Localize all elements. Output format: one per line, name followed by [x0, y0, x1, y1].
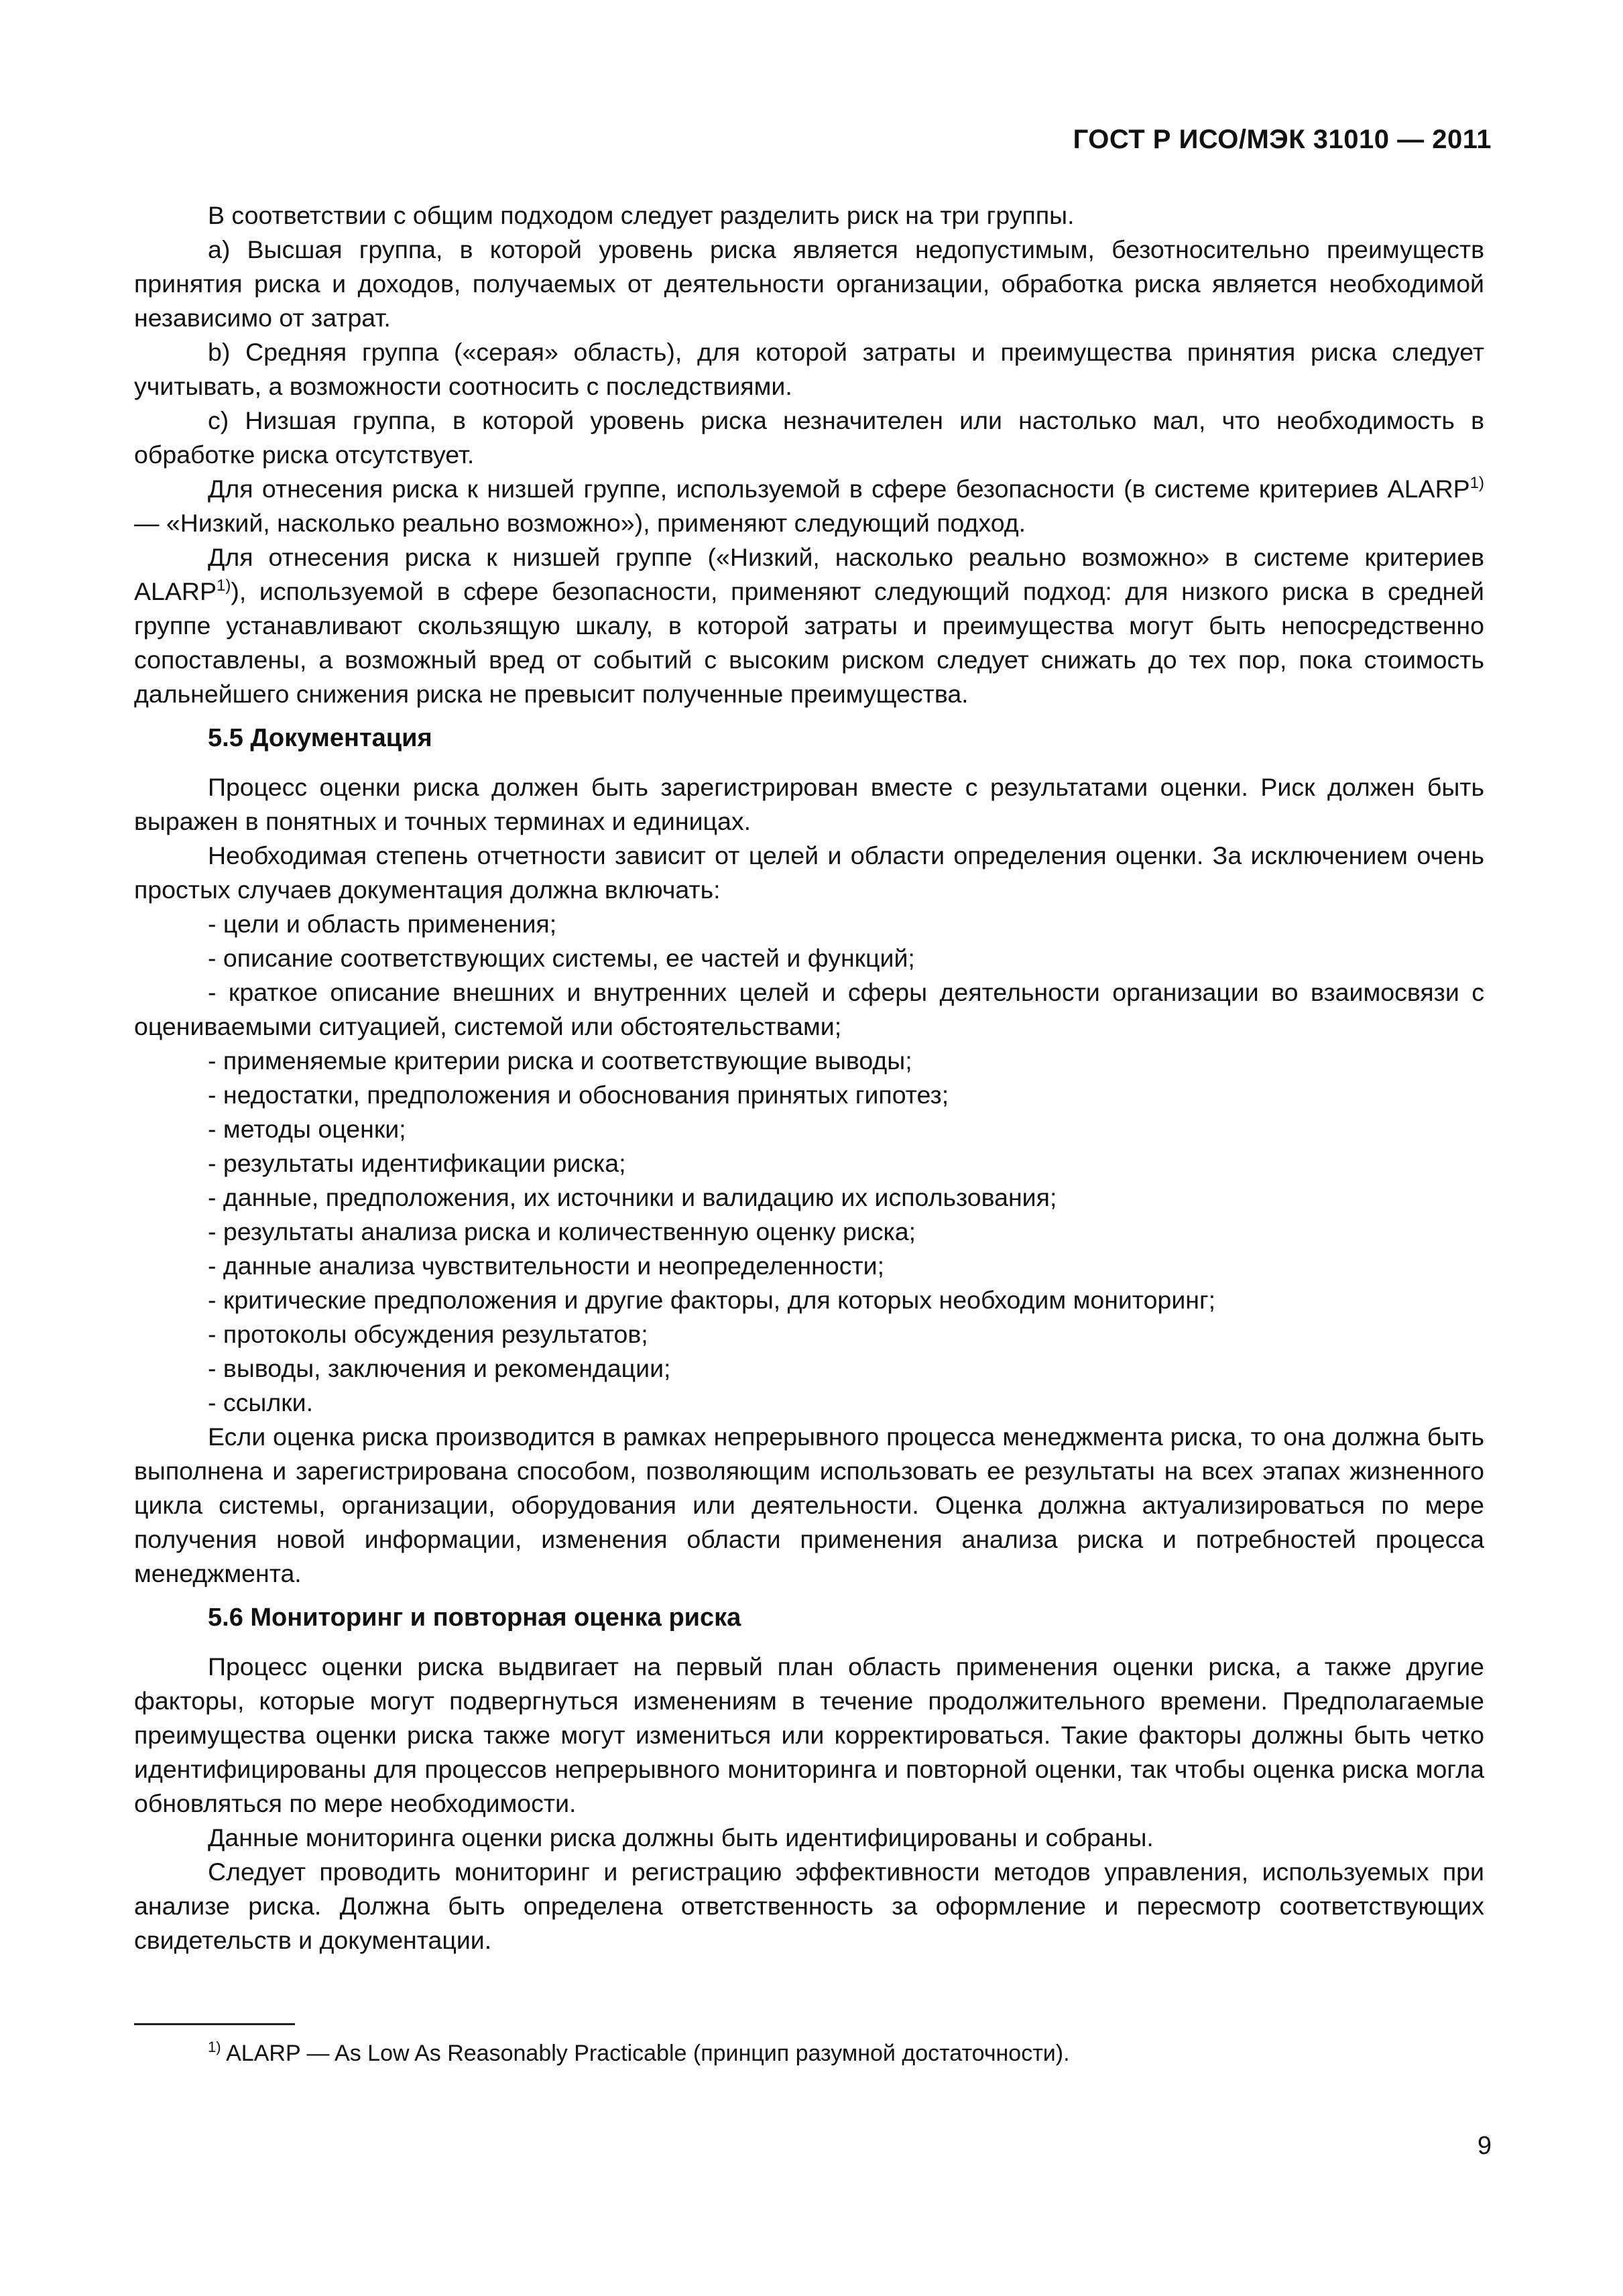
list-item: - краткое описание внешних и внутренних целей и сферы деятельности организации во взаимосвязи с оцениваемыми ситуацией, системой или обстоятельствами;: [134, 978, 1484, 1040]
list-item: - данные анализа чувствительности и неопределенности;: [208, 1252, 885, 1280]
list-item: - результаты анализа риска и количественную оценку риска;: [208, 1217, 916, 1246]
paragraph: В соответствии с общим подходом следует разделить риск на три группы.: [208, 201, 1075, 229]
page-number: 9: [1477, 2132, 1492, 2160]
paragraph-group-c: c) Низшая группа, в которой уровень риска незначителен или настолько мал, что необходимость в обработке риска отсутствует.: [134, 406, 1484, 469]
paragraph-group-a: a) Высшая группа, в которой уровень риска является недопустимым, безотносительно преимуществ принятия риска и доходов, получаемых от деятельности организации, обработка риска является необходимой независимо от затрат.: [134, 235, 1484, 332]
paragraph: Данные мониторинга оценки риска должны быть идентифицированы и собраны.: [208, 1823, 1154, 1852]
body-text: [134, 198, 1484, 1957]
footnote: [208, 2038, 1347, 2069]
paragraph: Необходимая степень отчетности зависит от целей и области определения оценки. За исключением очень простых случаев документация должна включать:: [134, 841, 1484, 904]
standard-header: ГОСТ Р ИСО/МЭК 31010 — 2011: [1073, 125, 1492, 154]
footnote-divider: [134, 2023, 295, 2025]
paragraph: Если оценка риска производится в рамках непрерывного процесса менеджмента риска, то она должна быть выполнена и зарегистрирована способом, позволяющим использовать ее результаты на всех этапах жизненного цикла системы, организации, оборудования или деятельности. Оценка должна актуализироваться по мере получения новой информации, изменения области применения анализа риска и потребностей процесса менеджмента.: [134, 1423, 1484, 1587]
list-item: - критические предположения и другие факторы, для которых необходим мониторинг;: [208, 1286, 1216, 1314]
list-item: - недостатки, предположения и обоснования принятых гипотез;: [208, 1081, 949, 1109]
paragraph: Следует проводить мониторинг и регистрацию эффективности методов управления, используемых при анализе риска. Должна быть определена ответственность за оформление и пересмотр соответствующих свидетельств и документации.: [134, 1858, 1484, 1954]
paragraph: Процесс оценки риска должен быть зарегистрирован вместе с результатами оценки. Риск должен быть выражен в понятных и точных терминах и единицах.: [134, 773, 1484, 835]
list-item: - результаты идентификации риска;: [208, 1149, 626, 1177]
list-item: - данные, предположения, их источники и валидацию их использования;: [208, 1183, 1057, 1211]
paragraph: Процесс оценки риска выдвигает на первый план область применения оценки риска, а также другие факторы, которые могут подвергнуться изменениям в течение продолжительного времени. Предполагаемые преимущества оценки риска также могут измениться или корректироваться. Такие факторы должны быть четко идентифицированы для процессов непрерывного мониторинга и повторной оценки, так чтобы оценка риска могла обновляться по мере необходимости.: [134, 1652, 1484, 1817]
list-item: - методы оценки;: [208, 1115, 406, 1143]
footnote-ref[interactable]: 1): [216, 577, 231, 595]
footnote-ref[interactable]: 1): [1469, 474, 1484, 492]
documentation-list: [134, 907, 1484, 1420]
footnote-marker: 1): [208, 2039, 221, 2055]
list-item: - выводы, заключения и рекомендации;: [208, 1354, 671, 1382]
section-heading-5-6: 5.6 Мониторинг и повторная оценка риска: [208, 1604, 741, 1632]
paragraph-group-b: b) Средняя группа («серая» область), для которой затраты и преимущества принятия риска следует учитывать, а возможности соотносить с последствиями.: [134, 338, 1484, 400]
list-item: - ссылки.: [208, 1388, 314, 1416]
section-heading-5-5: 5.5 Документация: [208, 724, 432, 752]
list-item: - описание соответствующих системы, ее частей и функций;: [208, 944, 915, 972]
list-item: - применяемые критерии риска и соответствующие выводы;: [208, 1046, 912, 1075]
footnote-text: ALARP — As Low As Reasonably Practicable (принцип разумной достаточности).: [221, 2041, 1070, 2066]
list-item: - протоколы обсуждения результатов;: [208, 1320, 648, 1348]
list-item: - цели и область применения;: [208, 910, 557, 938]
paragraph-alarp-1: Для отнесения риска к низшей группе, используемой в сфере безопасности (в системе критериев ALARP$^{1)}$ — «Низкий, насколько реально возможно»), применяют следующий подход.: [134, 474, 1484, 537]
paragraph-alarp-2: Для отнесения риска к низшей группе («Низкий, насколько реально возможно» в системе критериев ALARP$^{1)}$), используемой в сфере безопасности, применяют следующий подход: для низкого риска в средней группе устанавливают скользящую шкалу, в которой затраты и преимущества могут быть непосредственно сопоставлены, а возможный вред от событий с высоким риском следует снижать до тех пор, пока стоимость дальнейшего снижения риска не превысит полученные преимущества.: [134, 543, 1484, 708]
